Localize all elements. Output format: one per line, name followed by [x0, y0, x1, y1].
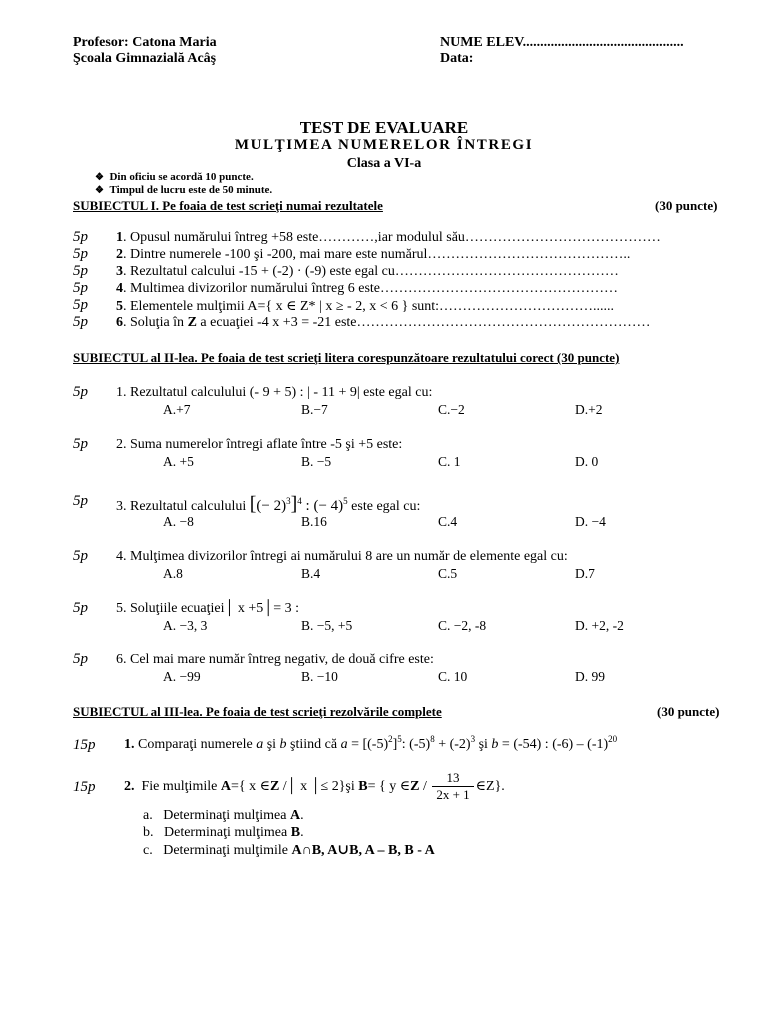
question-text: 2. Dintre numerele -100 şi -200, mai mare este numărul……………………………………..	[116, 247, 631, 262]
option-d: D.+2	[575, 402, 603, 417]
item-points: 5p	[73, 384, 88, 400]
section1-points: (30 puncte)	[655, 198, 718, 213]
question-text: 5. Soluţiile ecuaţiei│ x +5│= 3 :	[116, 601, 299, 616]
item-points: 5p	[73, 314, 88, 330]
item-points: 5p	[73, 229, 88, 245]
question-text: 2. Fie mulţimile A={ x ∈Z /│ x │≤ 2}şi B= { y ∈Z / $\frac{13}{2x + 1}$ ∈Z}.	[124, 770, 505, 803]
question-text: 6. Cel mai mare număr întreg negativ, de două cifre este:	[116, 652, 434, 667]
bullet-icon: ❖	[95, 172, 104, 183]
option-c: C.4	[438, 514, 458, 529]
question-text: 6. Soluţia în Z a ecuaţiei -4 x +3 = -21 este………………………………………………………	[116, 315, 651, 330]
section3-heading: SUBIECTUL al III-lea. Pe foaia de test scrieţi rezolvările complete	[73, 704, 442, 719]
school-name: Şcoala Gimnazială Acâş	[73, 51, 217, 66]
note-text: Din oficiu se acordă 10 puncte.	[109, 171, 254, 183]
option-c: C. −2, -8	[438, 618, 487, 633]
question-text: 4. Multimea divizorilor numărului întreg 6 este……………………………………………	[116, 281, 618, 296]
item-points: 5p	[73, 246, 88, 262]
section1-heading: SUBIECTUL I. Pe foaia de test scrieţi numai rezultatele	[73, 198, 383, 213]
option-c: C.5	[438, 566, 458, 581]
note-item	[95, 171, 254, 183]
item-points: 5p	[73, 600, 88, 616]
option-a: A.+7	[163, 402, 191, 417]
question-text: 1. Comparaţi numerele a şi b ştiind că $a = [(-5)^2]^5$: $(-5)^8 + (-2)^3$ şi b = (-54) : $(-6) - (-1)^{20}$	[124, 734, 618, 752]
question-text: 2. Suma numerelor întregi aflate între -5 şi +5 este:	[116, 437, 403, 452]
option-b: B. −5, +5	[301, 618, 353, 633]
option-b: B. −5	[301, 454, 332, 469]
note-item	[95, 184, 272, 196]
item-points: 15p	[73, 737, 96, 753]
test-title: TEST DE EVALUARE	[299, 118, 469, 137]
item-points: 5p	[73, 651, 88, 667]
item-points: 5p	[73, 280, 88, 296]
item-points: 15p	[73, 779, 96, 795]
option-b: B.16	[301, 514, 327, 529]
item-points: 5p	[73, 263, 88, 279]
note-text: Timpul de lucru este de 50 minute.	[109, 184, 273, 196]
fraction: $\frac{13}{2x + 1}$	[432, 770, 473, 803]
item-points: 5p	[73, 548, 88, 564]
sub-item: a. Determinaţi mulţimea A.	[143, 808, 304, 823]
option-c: C. 1	[438, 454, 461, 469]
sub-item: b. Determinaţi mulţimea B.	[143, 825, 304, 840]
option-c: C. 10	[438, 669, 468, 684]
question-text: 5. Elementele mulţimii A={ x ∈ Z* | x ≥ - 2, x < 6 } sunt:……………………………......	[116, 299, 615, 314]
option-d: D. 0	[575, 454, 599, 469]
item-points: 5p	[73, 297, 88, 313]
option-b: B.4	[301, 566, 321, 581]
option-d: D. 99	[575, 669, 605, 684]
section3-points: (30 puncte)	[657, 704, 720, 719]
question-text: 3. Rezultatul calcului -15 + (-2) · (-9) este egal cu…………………………………………	[116, 264, 619, 279]
class-level: Clasa a VI-a	[346, 156, 422, 171]
item-points: 5p	[73, 493, 88, 509]
teacher-name: Profesor: Catona Maria	[73, 35, 217, 50]
option-d: D. +2, -2	[575, 618, 624, 633]
test-subtitle: MULŢIMEA NUMERELOR ÎNTREGI	[234, 137, 534, 153]
question-text: 1. Rezultatul calculului (- 9 + 5) : | - 11 + 9| este egal cu:	[116, 385, 433, 400]
section2-heading: SUBIECTUL al II-lea. Pe foaia de test scrieţi litera corespunzătoare rezultatului corect (30 puncte)	[73, 350, 620, 365]
option-a: A. +5	[163, 454, 194, 469]
question-text: 1. Opusul numărului întreg +58 este…………,iar modulul său……………………………………	[116, 230, 661, 245]
option-b: B. −10	[301, 669, 338, 684]
option-a: A. −8	[163, 514, 194, 529]
student-name-field: NUME ELEV..............................................	[440, 35, 684, 50]
option-d: D. −4	[575, 514, 606, 529]
option-c: C.−2	[438, 402, 465, 417]
date-field: Data:	[440, 51, 474, 66]
option-a: A. −99	[163, 669, 201, 684]
option-b: B.−7	[301, 402, 328, 417]
bullet-icon: ❖	[95, 185, 104, 196]
option-a: A. −3, 3	[163, 618, 208, 633]
option-d: D.7	[575, 566, 595, 581]
question-text: 3. Rezultatul calculului [(− 2)$^3$]$^4$ : (− 4)$^5$ este egal cu:	[116, 493, 421, 515]
option-a: A.8	[163, 566, 183, 581]
sub-item: c. Determinaţi mulţimile A∩B, A∪B, A – B, B - A	[143, 843, 435, 858]
item-points: 5p	[73, 436, 88, 452]
question-text: 4. Mulţimea divizorilor întregi ai numărului 8 are un număr de elemente egal cu:	[116, 549, 568, 564]
